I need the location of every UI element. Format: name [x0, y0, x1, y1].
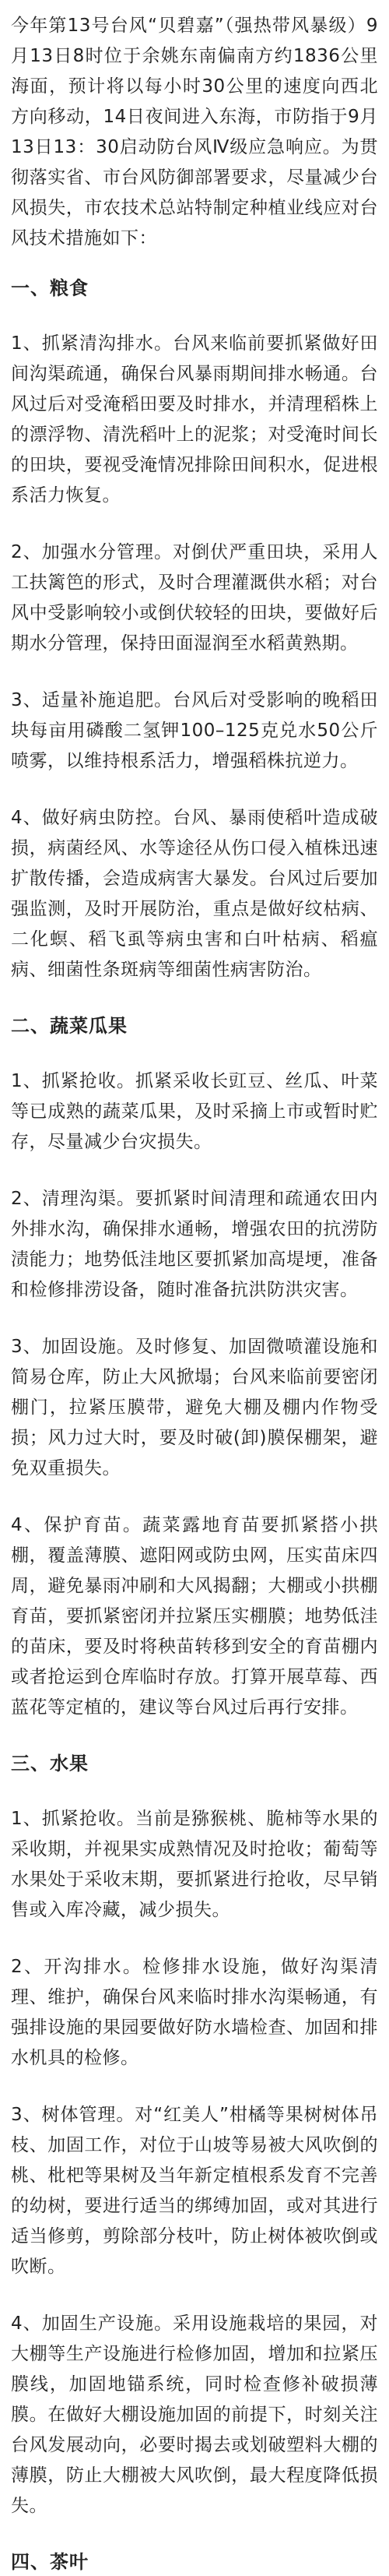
fruit-paragraph-1: 1、抓紧抢收。当前是猕猴桃、脆柿等水果的采收期，并视果实成熟情况及时抢收；葡萄等水果处于采收末期，要抓紧进行抢收，尽早销售或入库冷藏，减少损失。 [11, 1809, 378, 1920]
section-heading-fruit: 三、水果 [11, 1753, 89, 1774]
grain-paragraph-4: 4、做好病虫防控。台风、暴雨使稻叶造成破损，病菌经风、水等途径从伤口侵入植株迅速扩散传播，会造成病害大暴发。台风过后要加强监测，及时开展防治，重点是做好纹枯病、二化螟、稻飞虱等病虫害和白叶枯病、稻瘟病、细菌性条斑病等细菌性病害防治。 [11, 808, 378, 980]
section-heading-tea: 四、茶叶 [11, 2551, 89, 2573]
grain-paragraph-2: 2、加强水分管理。对倒伏严重田块，采用人工扶篱笆的形式，及时合理灌溉供水稻；对台风中受影响较小或倒伏较轻的田块，要做好后期水分管理，保持田面湿润至水稻黄熟期。 [11, 542, 378, 654]
fruit-paragraph-3: 3、树体管理。对“红美人”柑橘等果树树体吊枝、加固工作，对位于山坡等易被大风吹倒的桃、枇杷等果树及当年新定植根系发育不完善的幼树，要进行适当的绑缚加固，或对其进行适当修剪，剪除部分枝叶，防止树体被吹倒或吹断。 [11, 2105, 378, 2277]
section-heading-grain: 一、粮食 [11, 277, 89, 299]
intro-paragraph: 今年第13号台风“贝碧嘉”（强热带风暴级）9月13日8时位于余姚东南偏南方约1836公里海面，预计将以每小时30公里的速度向西北方向移动，14日夜间进入东海，市防指于9月13日13：30启动防台风Ⅳ级应急响应。为贯彻落实省、市台风防御部署要求，尽量减少台风损失，市农技术总站特制定种植业线应对台风技术措施如下： [11, 16, 378, 248]
fruit-paragraph-4: 4、加固生产设施。采用设施栽培的果园，对大棚等生产设施进行检修加固，增加和拉紧压膜线，加固地锚系统，同时检查修补破损薄膜。在做好大棚设施加固的前提下，时刻关注台风发展动向，必要时揭去或划破塑料大棚的薄膜，防止大棚被大风吹倒，最大程度降低损失。 [11, 2313, 378, 2516]
fruit-paragraph-2: 2、开沟排水。检修排水设施，做好沟渠清理、维护，确保台风来临时排水沟渠畅通，有强排设施的果园要做好防水墙检查、加固和排水机具的检修。 [11, 1957, 378, 2068]
vegetables-paragraph-4: 4、保护育苗。蔬菜露地育苗要抓紧搭小拱棚，覆盖薄膜、遮阳网或防虫网，压实苗床四周，避免暴雨冲刷和大风揭翻；大棚或小拱棚育苗，要抓紧密闭并拉紧压实棚膜；地势低洼的苗床，要及时将秧苗转移到安全的育苗棚内或者抢运到仓库临时存放。打算开展草莓、西蓝花等定植的，建议等台风过后再行安排。 [11, 1515, 378, 1718]
vegetables-paragraph-2: 2、清理沟渠。要抓紧时间清理和疏通农田内外排水沟，确保排水通畅，增强农田的抗涝防渍能力；地势低洼地区要抓紧加高堤埂，准备和检修排涝设备，随时准备抗洪防洪灾害。 [11, 1189, 378, 1300]
grain-paragraph-1: 1、抓紧清沟排水。台风来临前要抓紧做好田间沟渠疏通，确保台风暴雨期间排水畅通。台风过后对受淹稻田要及时排水，并清理稻株上的漂浮物、清洗稻叶上的泥浆；对受淹时间长的田块，要视受淹情况排除田间积水，促进根系活力恢复。 [11, 333, 378, 506]
section-heading-vegetables: 二、蔬菜瓜果 [11, 1015, 128, 1037]
vegetables-paragraph-1: 1、抓紧抢收。抓紧采收长豇豆、丝瓜、叶菜等已成熟的蔬菜瓜果，及时采摘上市或暂时贮存，尽量减少台灾损失。 [11, 1071, 378, 1152]
vegetables-paragraph-3: 3、加固设施。及时修复、加固微喷灌设施和简易仓库，防止大风掀塌；台风来临前要密闭棚门，拉紧压膜带，避免大棚及棚内作物受损；风力过大时，要及时破(卸)膜保棚架，避免双重损失。 [11, 1337, 378, 1478]
grain-paragraph-3: 3、适量补施追肥。台风后对受影响的晚稻田块每亩用磷酸二氢钾100–125克兑水50公斤喷雾，以维持根系活力，增强稻株抗逆力。 [11, 690, 378, 771]
